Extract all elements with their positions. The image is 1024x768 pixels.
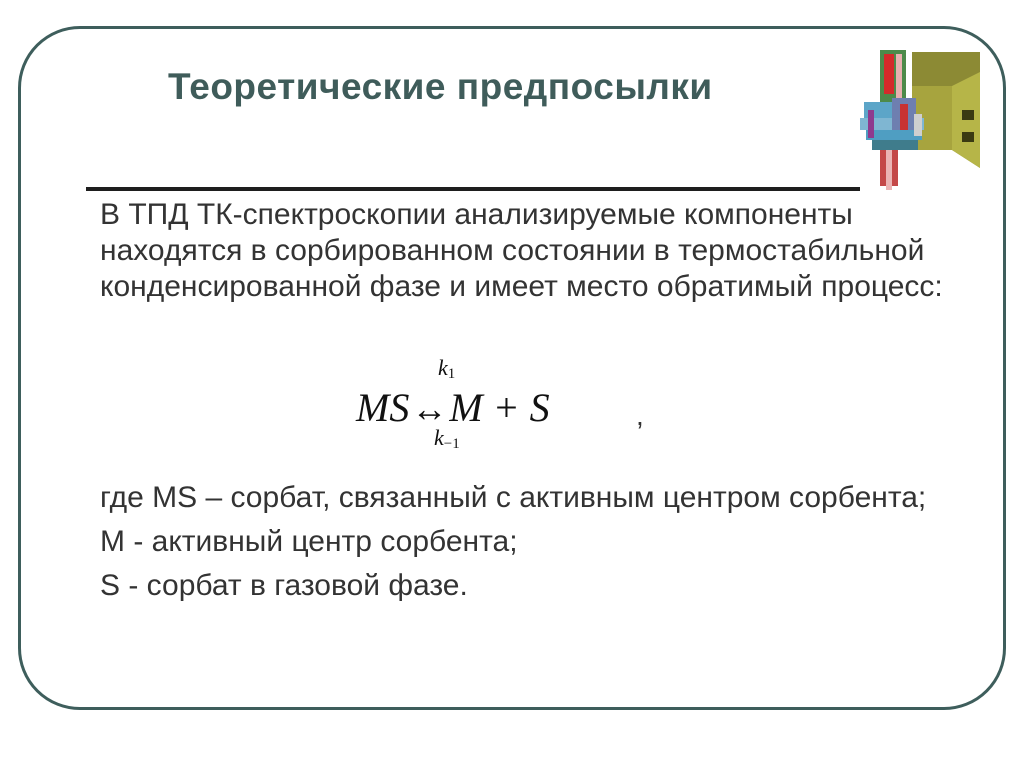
double-arrow-icon: ↔ — [411, 389, 448, 429]
definitions-list — [100, 480, 980, 612]
reaction-formula — [356, 356, 656, 456]
slide-title: Теоретические предпосылки — [168, 66, 713, 107]
definition-ms: где MS – сорбат, связанный с активным центром сорбента; — [100, 481, 927, 514]
formula-products: M + S — [449, 385, 550, 430]
tpd-apparatus-icon — [852, 50, 982, 190]
definition-m: M - активный центр сорбента; — [100, 525, 518, 558]
definition-s: S - сорбат в газовой фазе. — [100, 569, 468, 602]
formula-reactant: MS — [356, 385, 410, 430]
formula-comma: , — [636, 400, 644, 431]
formula-main — [356, 386, 550, 431]
rate-constant-forward: $k_1$ — [438, 355, 456, 382]
rate-constant-reverse: $k_{-1}$ — [434, 425, 460, 452]
intro-paragraph: В ТПД ТК-спектроскопии анализируемые компоненты находятся в сорбированном состоянии в термостабильной конденсированной фазе и имеет место обратимый процесс: — [100, 198, 943, 303]
title-divider — [86, 187, 860, 191]
